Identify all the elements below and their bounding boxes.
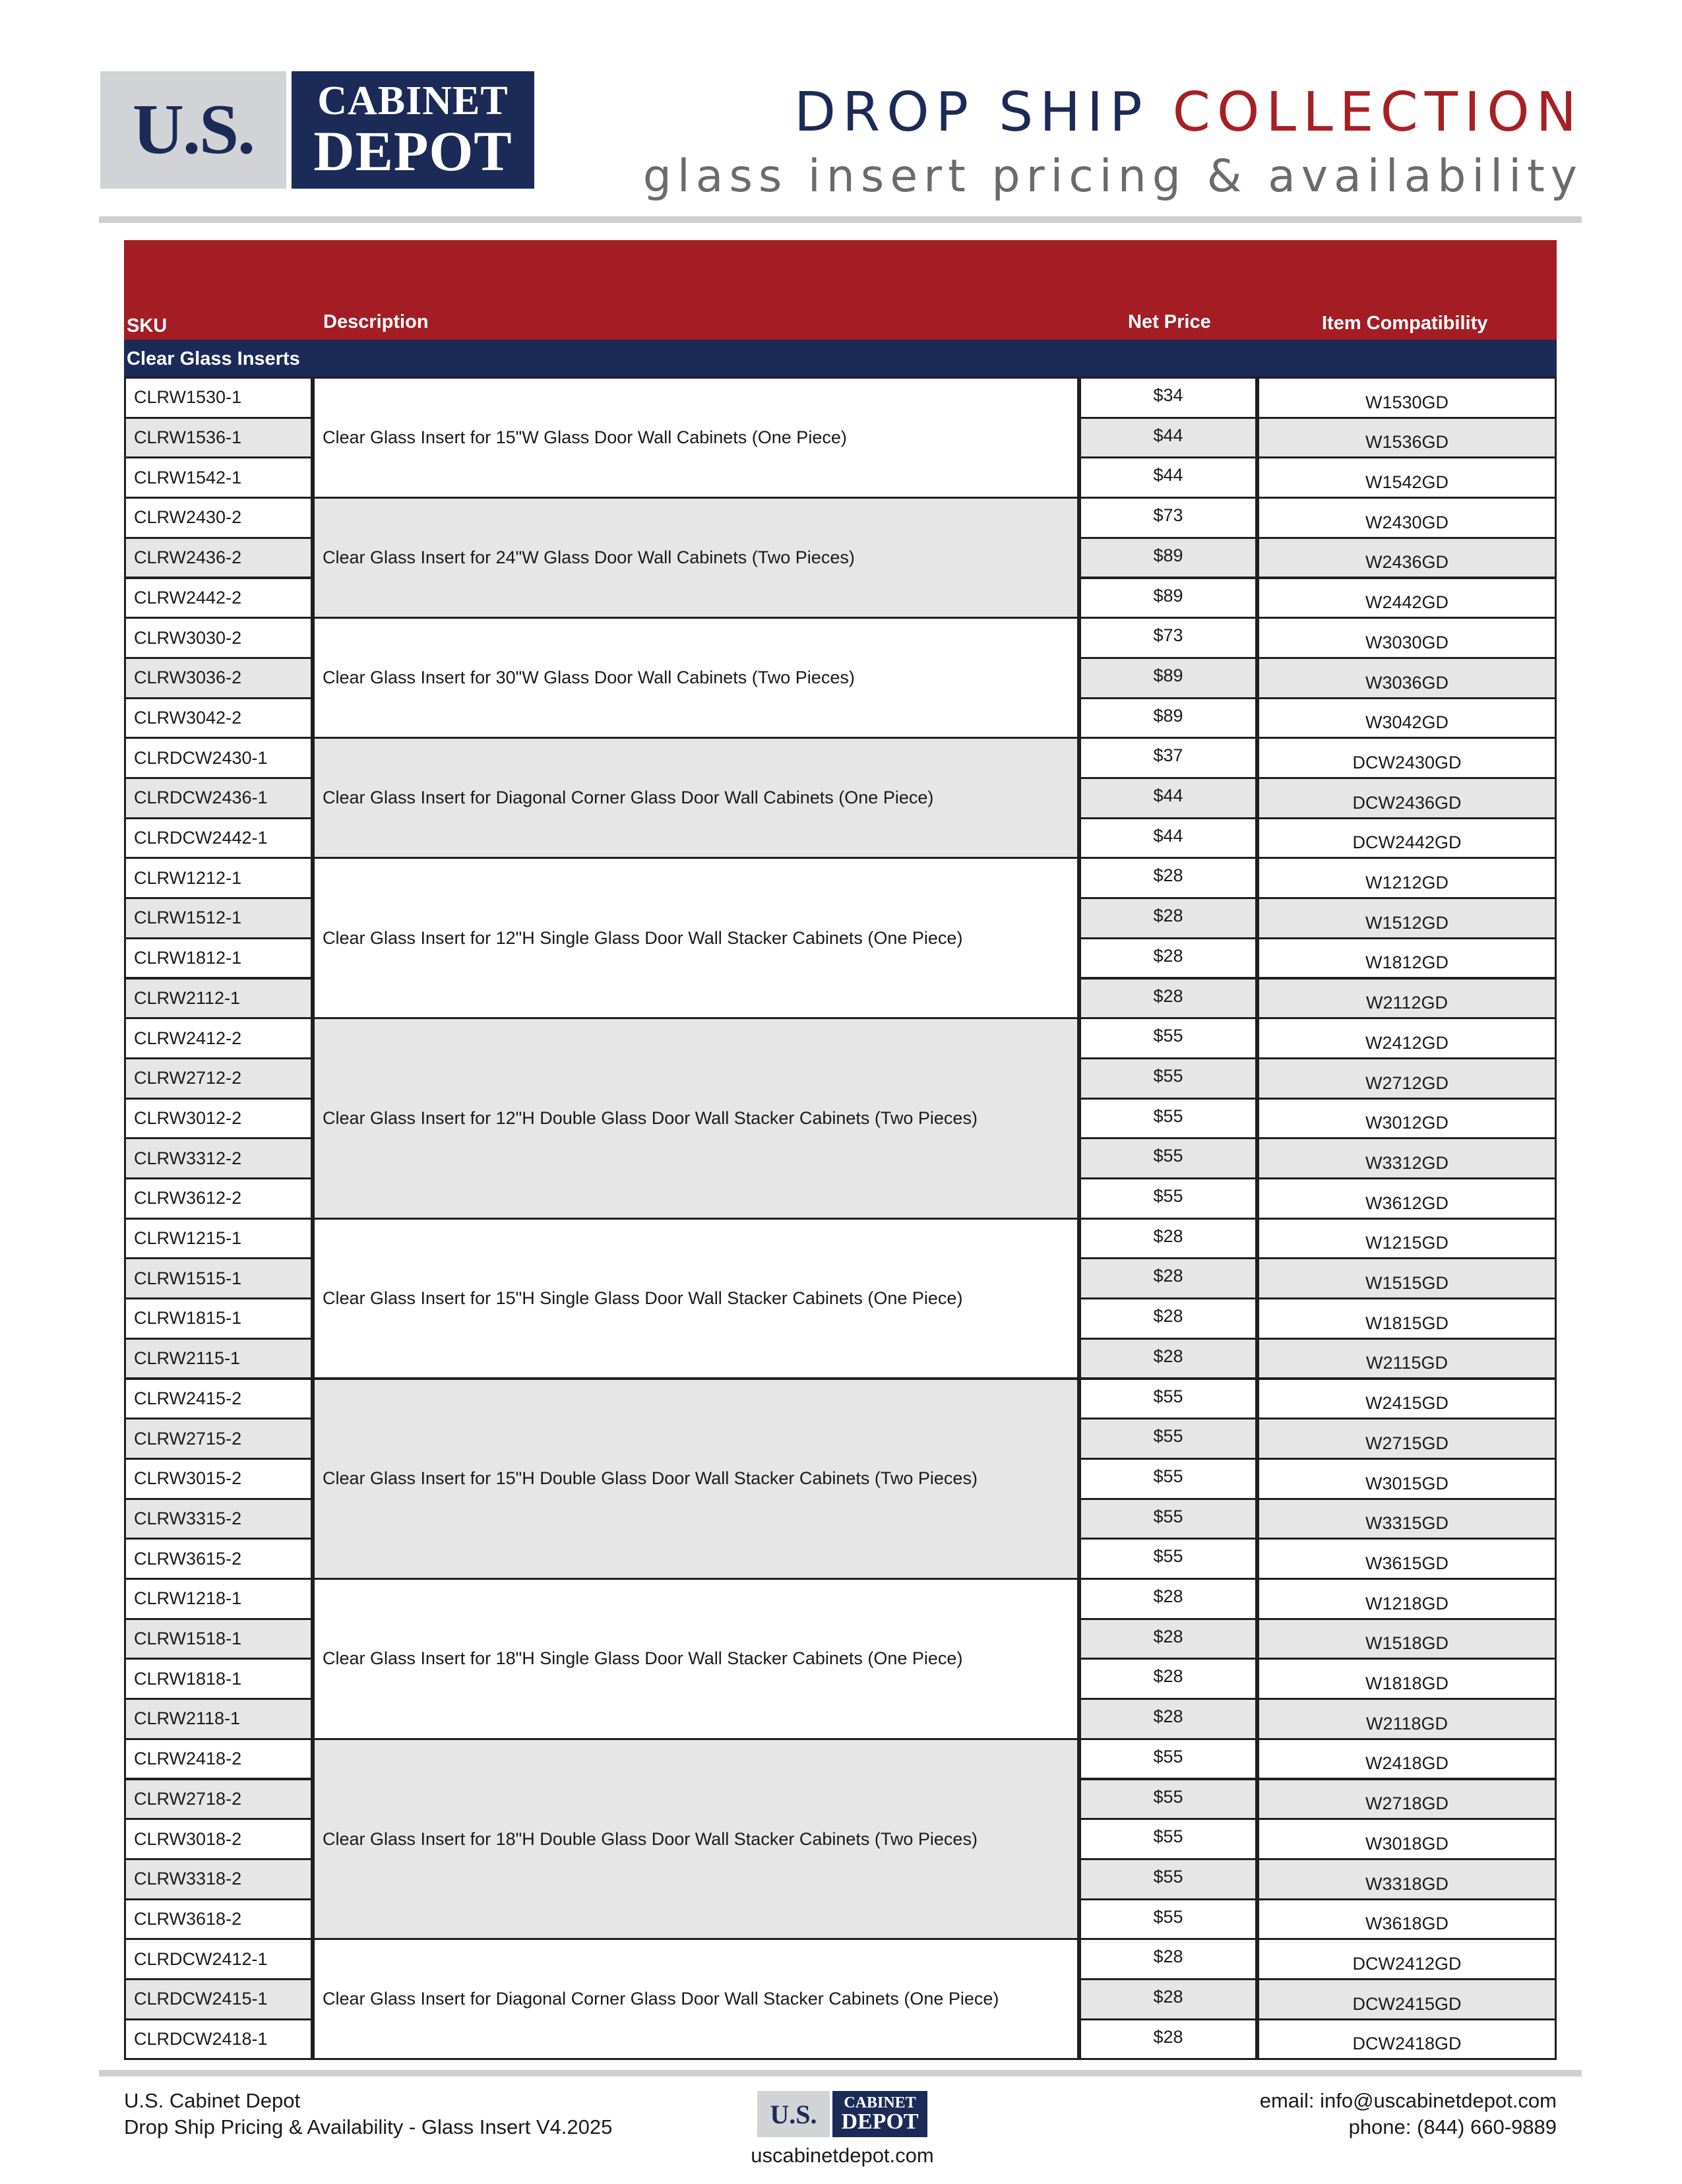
description-cell: Clear Glass Insert for 12"H Single Glass Door Wall Stacker Cabinets (One Piece) [313,857,1079,1019]
sku-cell: CLRW1515-1 [124,1257,313,1299]
sku-cell: CLRW1518-1 [124,1618,313,1660]
sku-cell: CLRW2718-2 [124,1778,313,1821]
net-price-cell: $28 [1079,1658,1257,1700]
item-compatibility-cell: W3618GD [1257,1898,1557,1941]
net-price-cell: $55 [1079,1538,1257,1580]
sku-cell: CLRW3612-2 [124,1177,313,1220]
net-price-cell: $55 [1079,1098,1257,1140]
item-compatibility-cell: W2712GD [1257,1057,1557,1100]
sku-cell: CLRW3615-2 [124,1538,313,1580]
item-compatibility-cell: DCW2415GD [1257,1978,1557,2020]
net-price-cell: $28 [1079,1218,1257,1260]
description-cell: Clear Glass Insert for Diagonal Corner Glass Door Wall Cabinets (One Piece) [313,737,1079,859]
net-price-cell: $89 [1079,657,1257,699]
sku-cell: CLRW3030-2 [124,617,313,659]
net-price-cell: $55 [1079,1378,1257,1420]
footer-website[interactable]: uscabinetdepot.com [751,2144,934,2167]
description-cell: Clear Glass Insert for 12"H Double Glass Door Wall Stacker Cabinets (Two Pieces) [313,1017,1079,1220]
sku-cell: CLRW1512-1 [124,897,313,939]
net-price-cell: $44 [1079,817,1257,859]
item-compatibility-cell: W1218GD [1257,1578,1557,1620]
item-compatibility-cell: DCW2412GD [1257,1938,1557,1980]
item-compatibility-cell: W2430GD [1257,497,1557,539]
footer-logo-cabinet-text: CABINET [844,2094,916,2111]
item-compatibility-cell: W1515GD [1257,1257,1557,1299]
item-compatibility-cell: DCW2442GD [1257,817,1557,859]
item-compatibility-cell: W3315GD [1257,1498,1557,1540]
logo-us-text: U.S. [132,90,255,169]
sku-cell: CLRW3015-2 [124,1458,313,1500]
sku-cell: CLRW1812-1 [124,937,313,980]
net-price-cell: $73 [1079,497,1257,539]
item-compatibility-cell: W1815GD [1257,1297,1557,1340]
item-compatibility-cell: DCW2418GD [1257,2018,1557,2061]
section-header [124,340,1557,377]
item-compatibility-cell: W3318GD [1257,1858,1557,1900]
net-price-cell: $28 [1079,937,1257,980]
brand-logo [100,71,534,189]
description-cell: Clear Glass Insert for 30"W Glass Door Wall Cabinets (Two Pieces) [313,617,1079,739]
item-compatibility-cell: W2112GD [1257,978,1557,1020]
item-compatibility-cell: W3612GD [1257,1177,1557,1220]
sku-cell: CLRW2418-2 [124,1738,313,1780]
sku-cell: CLRW2412-2 [124,1017,313,1059]
logo-cabinet-depot-block [292,71,534,189]
footer-logo-cabinet-depot-block [832,2091,927,2137]
net-price-cell: $55 [1079,1418,1257,1460]
item-compatibility-cell: W2115GD [1257,1338,1557,1380]
item-compatibility-cell: W1818GD [1257,1658,1557,1700]
item-compatibility-cell: W1542GD [1257,456,1557,499]
sku-cell: CLRDCW2418-1 [124,2018,313,2061]
net-price-cell: $28 [1079,857,1257,899]
item-compatibility-cell: W1512GD [1257,897,1557,939]
sku-cell: CLRW2415-2 [124,1378,313,1420]
item-compatibility-cell: W1518GD [1257,1618,1557,1660]
item-compatibility-cell: W1536GD [1257,417,1557,459]
footer-logo [757,2091,927,2137]
net-price-cell: $55 [1079,1498,1257,1540]
footer-email[interactable]: email: info@uscabinetdepot.com [1259,2089,1557,2112]
title-drop-ship: DROP SHIP [794,81,1149,144]
header-net-price: Net Price [1128,311,1211,332]
item-compatibility-cell: W3615GD [1257,1538,1557,1580]
sku-cell: CLRW2712-2 [124,1057,313,1100]
sku-cell: CLRDCW2442-1 [124,817,313,859]
net-price-cell: $89 [1079,697,1257,739]
net-price-cell: $55 [1079,1458,1257,1500]
item-compatibility-cell: W3012GD [1257,1098,1557,1140]
sku-cell: CLRW3036-2 [124,657,313,699]
item-compatibility-cell: W2715GD [1257,1418,1557,1460]
net-price-cell: $55 [1079,1898,1257,1941]
sku-cell: CLRDCW2430-1 [124,737,313,779]
sku-cell: CLRW1536-1 [124,417,313,459]
sku-cell: CLRW3042-2 [124,697,313,739]
net-price-cell: $28 [1079,1297,1257,1340]
page-title [642,81,1583,203]
net-price-cell: $28 [1079,978,1257,1020]
logo-us-block [100,71,286,189]
net-price-cell: $89 [1079,577,1257,619]
net-price-cell: $44 [1079,417,1257,459]
item-compatibility-cell: W2415GD [1257,1378,1557,1420]
net-price-cell: $44 [1079,777,1257,819]
sku-cell: CLRW1818-1 [124,1658,313,1700]
sku-cell: CLRW3018-2 [124,1818,313,1860]
sku-cell: CLRW2115-1 [124,1338,313,1380]
description-cell: Clear Glass Insert for 18"H Single Glass Door Wall Stacker Cabinets (One Piece) [313,1578,1079,1740]
item-compatibility-cell: W3036GD [1257,657,1557,699]
footer-contact [1260,2088,1557,2140]
net-price-cell: $55 [1079,1017,1257,1059]
item-compatibility-cell: W3018GD [1257,1818,1557,1860]
net-price-cell: $73 [1079,617,1257,659]
sku-cell: CLRDCW2415-1 [124,1978,313,2020]
description-cell: Clear Glass Insert for 15"H Double Glass Door Wall Stacker Cabinets (Two Pieces) [313,1378,1079,1580]
footer-phone[interactable]: phone: (844) 660-9889 [1348,2115,1557,2138]
net-price-cell: $28 [1079,1618,1257,1660]
page-subtitle: glass insert pricing & availability [642,150,1583,203]
logo-cabinet-text: CABINET [317,78,509,123]
net-price-cell: $55 [1079,1738,1257,1780]
net-price-cell: $28 [1079,1938,1257,1980]
item-compatibility-cell: W1215GD [1257,1218,1557,1260]
footer-left [124,2088,612,2140]
net-price-cell: $28 [1079,1698,1257,1740]
title-collection: COLLECTION [1172,81,1583,144]
item-compatibility-cell: W1812GD [1257,937,1557,980]
sku-cell: CLRW3312-2 [124,1137,313,1179]
sku-cell: CLRW1215-1 [124,1218,313,1260]
header-divider [99,216,1582,223]
logo-depot-text: DEPOT [313,119,513,183]
footer-company: U.S. Cabinet Depot [124,2089,301,2112]
item-compatibility-cell: DCW2436GD [1257,777,1557,819]
sku-cell: CLRW2118-1 [124,1698,313,1740]
sku-cell: CLRW1530-1 [124,377,313,419]
sku-cell: CLRW1815-1 [124,1297,313,1340]
header-description: Description [323,311,429,332]
title-line-1 [643,81,1583,144]
net-price-cell: $28 [1079,897,1257,939]
description-cell: Clear Glass Insert for 24"W Glass Door Wall Cabinets (Two Pieces) [313,497,1079,619]
sku-cell: CLRW2112-1 [124,978,313,1020]
item-compatibility-cell: W3030GD [1257,617,1557,659]
net-price-cell: $44 [1079,456,1257,499]
item-compatibility-cell: W3015GD [1257,1458,1557,1500]
sku-cell: CLRDCW2436-1 [124,777,313,819]
sku-cell: CLRW2442-2 [124,577,313,619]
net-price-cell: $55 [1079,1778,1257,1821]
sku-cell: CLRDCW2412-1 [124,1938,313,1980]
header-item-compatibility: Item Compatibility [1322,313,1488,334]
sku-cell: CLRW1212-1 [124,857,313,899]
section-title: Clear Glass Inserts [127,348,300,369]
sku-cell: CLRW2430-2 [124,497,313,539]
footer-logo-depot-text: DEPOT [841,2109,919,2134]
sku-cell: CLRW3315-2 [124,1498,313,1540]
table-header [124,240,1557,340]
item-compatibility-cell: W2442GD [1257,577,1557,619]
net-price-cell: $28 [1079,1578,1257,1620]
sku-cell: CLRW1218-1 [124,1578,313,1620]
description-cell: Clear Glass Insert for Diagonal Corner Glass Door Wall Stacker Cabinets (One Piece) [313,1938,1079,2060]
net-price-cell: $28 [1079,1338,1257,1380]
sku-cell: CLRW3618-2 [124,1898,313,1941]
item-compatibility-cell: W2436GD [1257,537,1557,579]
item-compatibility-cell: W2118GD [1257,1698,1557,1740]
item-compatibility-cell: W3042GD [1257,697,1557,739]
item-compatibility-cell: W2718GD [1257,1778,1557,1821]
item-compatibility-cell: W1530GD [1257,377,1557,419]
sku-cell: CLRW1542-1 [124,456,313,499]
net-price-cell: $89 [1079,537,1257,579]
item-compatibility-cell: W2418GD [1257,1738,1557,1780]
net-price-cell: $55 [1079,1858,1257,1900]
item-compatibility-cell: W2412GD [1257,1017,1557,1059]
net-price-cell: $28 [1079,1978,1257,2020]
description-cell: Clear Glass Insert for 18"H Double Glass Door Wall Stacker Cabinets (Two Pieces) [313,1738,1079,1941]
item-compatibility-cell: W3312GD [1257,1137,1557,1179]
description-cell: Clear Glass Insert for 15"H Single Glass Door Wall Stacker Cabinets (One Piece) [313,1218,1079,1380]
header-sku: SKU [127,315,168,336]
footer-logo-us-block [757,2091,830,2137]
footer-divider [99,2070,1582,2076]
net-price-cell: $55 [1079,1137,1257,1179]
item-compatibility-cell: W1212GD [1257,857,1557,899]
description-cell: Clear Glass Insert for 15"W Glass Door Wall Cabinets (One Piece) [313,377,1079,499]
footer-document-name: Drop Ship Pricing & Availability - Glass Insert V4.2025 [124,2115,613,2138]
sku-cell: CLRW3318-2 [124,1858,313,1900]
net-price-cell: $34 [1079,377,1257,419]
net-price-cell: $55 [1079,1057,1257,1100]
footer-logo-us-text: U.S. [770,2099,817,2129]
net-price-cell: $55 [1079,1177,1257,1220]
item-compatibility-cell: DCW2430GD [1257,737,1557,779]
net-price-cell: $28 [1079,2018,1257,2061]
sku-cell: CLRW3012-2 [124,1098,313,1140]
net-price-cell: $28 [1079,1257,1257,1299]
net-price-cell: $37 [1079,737,1257,779]
sku-cell: CLRW2436-2 [124,537,313,579]
net-price-cell: $55 [1079,1818,1257,1860]
sku-cell: CLRW2715-2 [124,1418,313,1460]
